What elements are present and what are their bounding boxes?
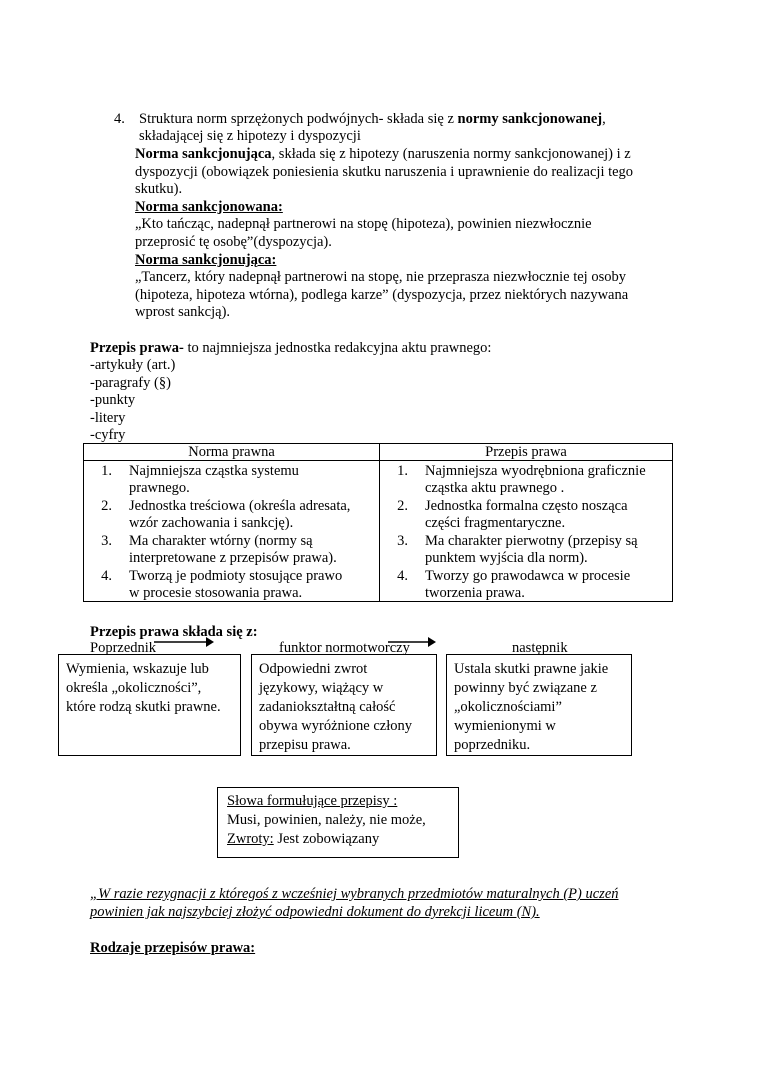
table-column-norma: 1. Najmniejsza cząstka systemu prawnego. 2. Jednostka treściowa (określa adresata, wzór zachowania i sankcję). 3. Ma charakter wtórny (normy są interpretowane z przepisów prawa). 4. Tworzą je podmioty stosujące prawo w procesie stosowania prawa. xyxy=(84,461,380,602)
norma-sankcjonujaca-example-2: (hipoteza, hipoteza wtórna), podlega karze” (dyspozycja, przez niektórych nazywana xyxy=(135,287,629,303)
item-4-line-1: Struktura norm sprzężonych podwójnych- składa się z normy sankcjonowanej, xyxy=(139,111,606,127)
table-header-przepis: Przepis prawa xyxy=(380,444,673,461)
norma-sankcjonujaca-line-1: Norma sankcjonująca, składa się z hipotezy (naruszenia normy sankcjonowanej) i z xyxy=(135,146,631,162)
unit-list-item: -paragrafy (§) xyxy=(90,375,171,391)
comparison-table xyxy=(83,443,673,602)
norma-sankcjonujaca-example-3: wprost sankcją). xyxy=(135,304,231,320)
label-nastepnik: następnik xyxy=(512,640,568,656)
unit-list-item: -artykuły (art.) xyxy=(90,357,176,373)
nastepnik-box: Ustala skutki prawne jakie powinny być związane z „okolicznościami” wymienionymi w poprzedniku. xyxy=(446,654,632,756)
arrow-right-icon xyxy=(388,636,436,648)
example-sentence-line-1: „W razie rezygnacji z któregoś z wcześniej wybranych przedmiotów maturalnych (P) uczeń xyxy=(90,886,619,902)
table-header-norma: Norma prawna xyxy=(84,444,380,461)
norma-sankcjonujaca-line-2: dyspozycji (obowiązek poniesienia skutku naruszenia i uprawnienie do realizacji tego xyxy=(135,164,634,180)
norma-sankcjonowana-heading: Norma sankcjonowana: xyxy=(135,199,283,215)
label-poprzednik: Poprzednik xyxy=(90,640,157,656)
arrow-right-icon xyxy=(154,636,214,648)
slowa-box: Słowa formułujące przepisy : Musi, powinien, należy, nie może, Zwroty: Jest zobowiązany xyxy=(217,787,459,858)
norma-sankcjonujaca-heading: Norma sankcjonująca: xyxy=(135,252,277,268)
norma-sankcjonujaca-example-1: „Tancerz, który nadepnął partnerowi na stopę, nie przeprasza niezwłocznie tej osoby xyxy=(135,269,626,285)
funktor-box: Odpowiedni zwrot językowy, wiążący w zadaniokształtną całość obywa wyróżnione człony przepisu prawa. xyxy=(251,654,437,756)
unit-list-item: -punkty xyxy=(90,392,136,408)
example-sentence-line-2: powinien jak najszybciej złożyć odpowiedni dokument do dyrekcji liceum (N). xyxy=(90,904,540,920)
unit-list-item: -cyfry xyxy=(90,427,126,443)
przepis-prawa-definition: Przepis prawa- to najmniejsza jednostka redakcyjna aktu prawnego: xyxy=(90,340,492,356)
norma-sankcjonujaca-line-3: skutku). xyxy=(135,181,183,197)
sklada-sie-heading: Przepis prawa składa się z: xyxy=(90,624,258,640)
table-column-przepis: 1. Najmniejsza wyodrębniona graficznie cząstka aktu prawnego . 2. Jednostka formalna często nosząca części fragmentaryczne. 3. Ma charakter pierwotny (przepisy są punktem wyjścia dla norm). 4. Tworzy go prawodawca w procesie tworzenia prawa. xyxy=(380,461,673,602)
poprzednik-box: Wymienia, wskazuje lub określa „okoliczności”, które rodzą skutki prawne. xyxy=(58,654,241,756)
item-4-number: 4. xyxy=(114,111,125,127)
norma-sankcjonowana-example-1: „Kto tańcząc, nadepnął partnerowi na stopę (hipoteza), powinien niezwłocznie xyxy=(135,216,592,232)
norma-sankcjonowana-example-2: przeprosić tę osobę”(dyspozycja). xyxy=(135,234,332,250)
rodzaje-heading: Rodzaje przepisów prawa: xyxy=(90,940,256,956)
item-4-line-2: składającej się z hipotezy i dyspozycji xyxy=(139,128,361,144)
unit-list-item: -litery xyxy=(90,410,126,426)
label-funktor: funktor normotworczy xyxy=(279,640,410,656)
